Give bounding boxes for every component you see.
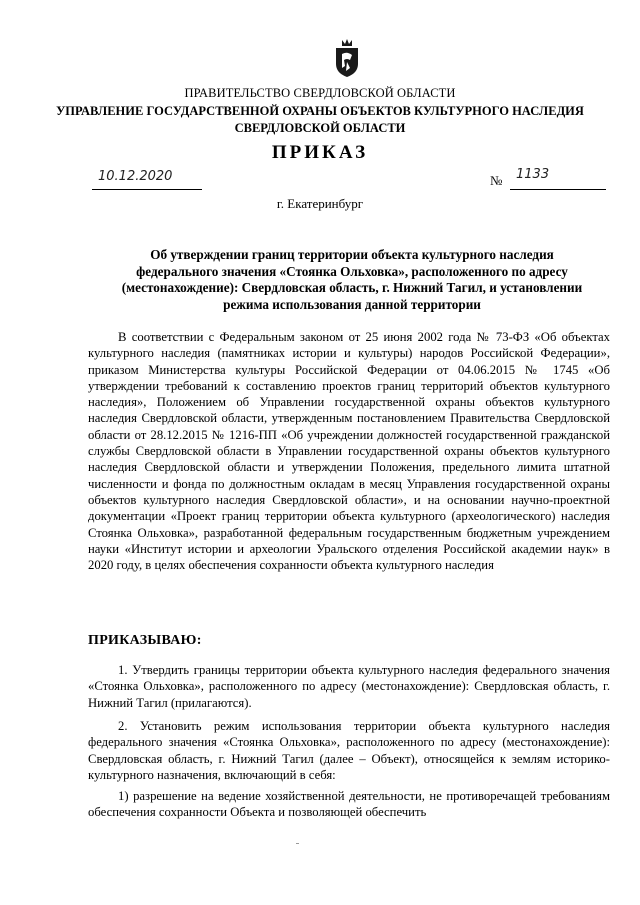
city: г. Екатеринбург bbox=[276, 196, 364, 211]
title-line: федерального значения «Стоянка Ольховка», расположенного по адресу bbox=[136, 263, 568, 279]
date-value: 10.12.2020 bbox=[98, 169, 173, 184]
title-line: Об утверждении границ территории объекта культурного наследия bbox=[150, 247, 554, 262]
order-heading: ПРИКАЗЫВАЮ: bbox=[88, 633, 202, 648]
government-name: ПРАВИТЕЛЬСТВО СВЕРДЛОВСКОЙ ОБЛАСТИ bbox=[184, 86, 456, 100]
department-line-1: УПРАВЛЕНИЕ ГОСУДАРСТВЕННОЙ ОХРАНЫ ОБЪЕКТОВ КУЛЬТУРНОГО НАСЛЕДИЯ bbox=[56, 104, 584, 118]
document-title bbox=[92, 247, 612, 313]
order-item-2: 2. Установить режим использования территории объекта культурного наследия федерального значения «Стоянка Ольховка», расположенного по адресу (местонахождение): Свердловская область, г. Нижний Тагил (далее – Объект), относящейся к землям историко-культурного назначения, включающий в себя: bbox=[88, 719, 610, 782]
number-field bbox=[510, 167, 606, 190]
date-field bbox=[92, 169, 202, 190]
title-line: режима использования данной территории bbox=[223, 296, 481, 312]
number-label: № bbox=[490, 173, 503, 188]
department-name bbox=[0, 103, 640, 137]
order-item-1: 1. Утвердить границы территории объекта культурного наследия федерального значения «Стоянка Ольховка», расположенного по адресу (местонахождение): Свердловская область, г. Нижний Тагил (прилагаются). bbox=[88, 663, 610, 710]
coat-of-arms-icon bbox=[333, 38, 361, 78]
preamble-paragraph: В соответствии с Федеральным законом от 25 июня 2002 года № 73-ФЗ «Об объектах культурного наследия (памятниках истории и культуры) народов Российской Федерации», приказом Министерства культуры Российской Федерации от 04.06.2015 № 1745 «Об утверждении требований к составлению проектов границ территорий объектов культурного наследия», Положением об Управлении государственной охраны объектов культурного наследия Свердловской области, утвержденным постановлением Правительства Свердловской области от 28.12.2015 № 1216-ПП «Об учреждении должностей государственной гражданской службы Свердловской области в Управлении государственной охраны объектов культурного наследия Свердловской области и утверждении Положения, предельного лимита штатной численности и фонда по должностным окладам в месяц Управления государственной охраны объектов культурного наследия Свердловской области», и на основании научно-проектной документации «Проект границ территории объекта культурного (археологического) наследия Стоянка Ольховка», разработанной федеральным государственным бюджетным учреждением науки «Институт истории и археологии Уральского отделения Российской академии наук» в 2020 году, в целях обеспечения сохранности объекта культурного наследия bbox=[88, 330, 610, 573]
number-value: 1133 bbox=[516, 167, 550, 182]
scan-speck bbox=[296, 843, 299, 844]
department-line-2: СВЕРДЛОВСКОЙ ОБЛАСТИ bbox=[234, 121, 406, 135]
document-type: ПРИКАЗ bbox=[271, 142, 369, 163]
title-line: (местонахождение): Свердловская область, г. Нижний Тагил, и установлении bbox=[121, 280, 583, 295]
order-subitem-1: 1) разрешение на ведение хозяйственной деятельности, не противоречащей требованиям обеспечения сохранности Объекта и позволяющей обеспечить bbox=[88, 789, 610, 820]
